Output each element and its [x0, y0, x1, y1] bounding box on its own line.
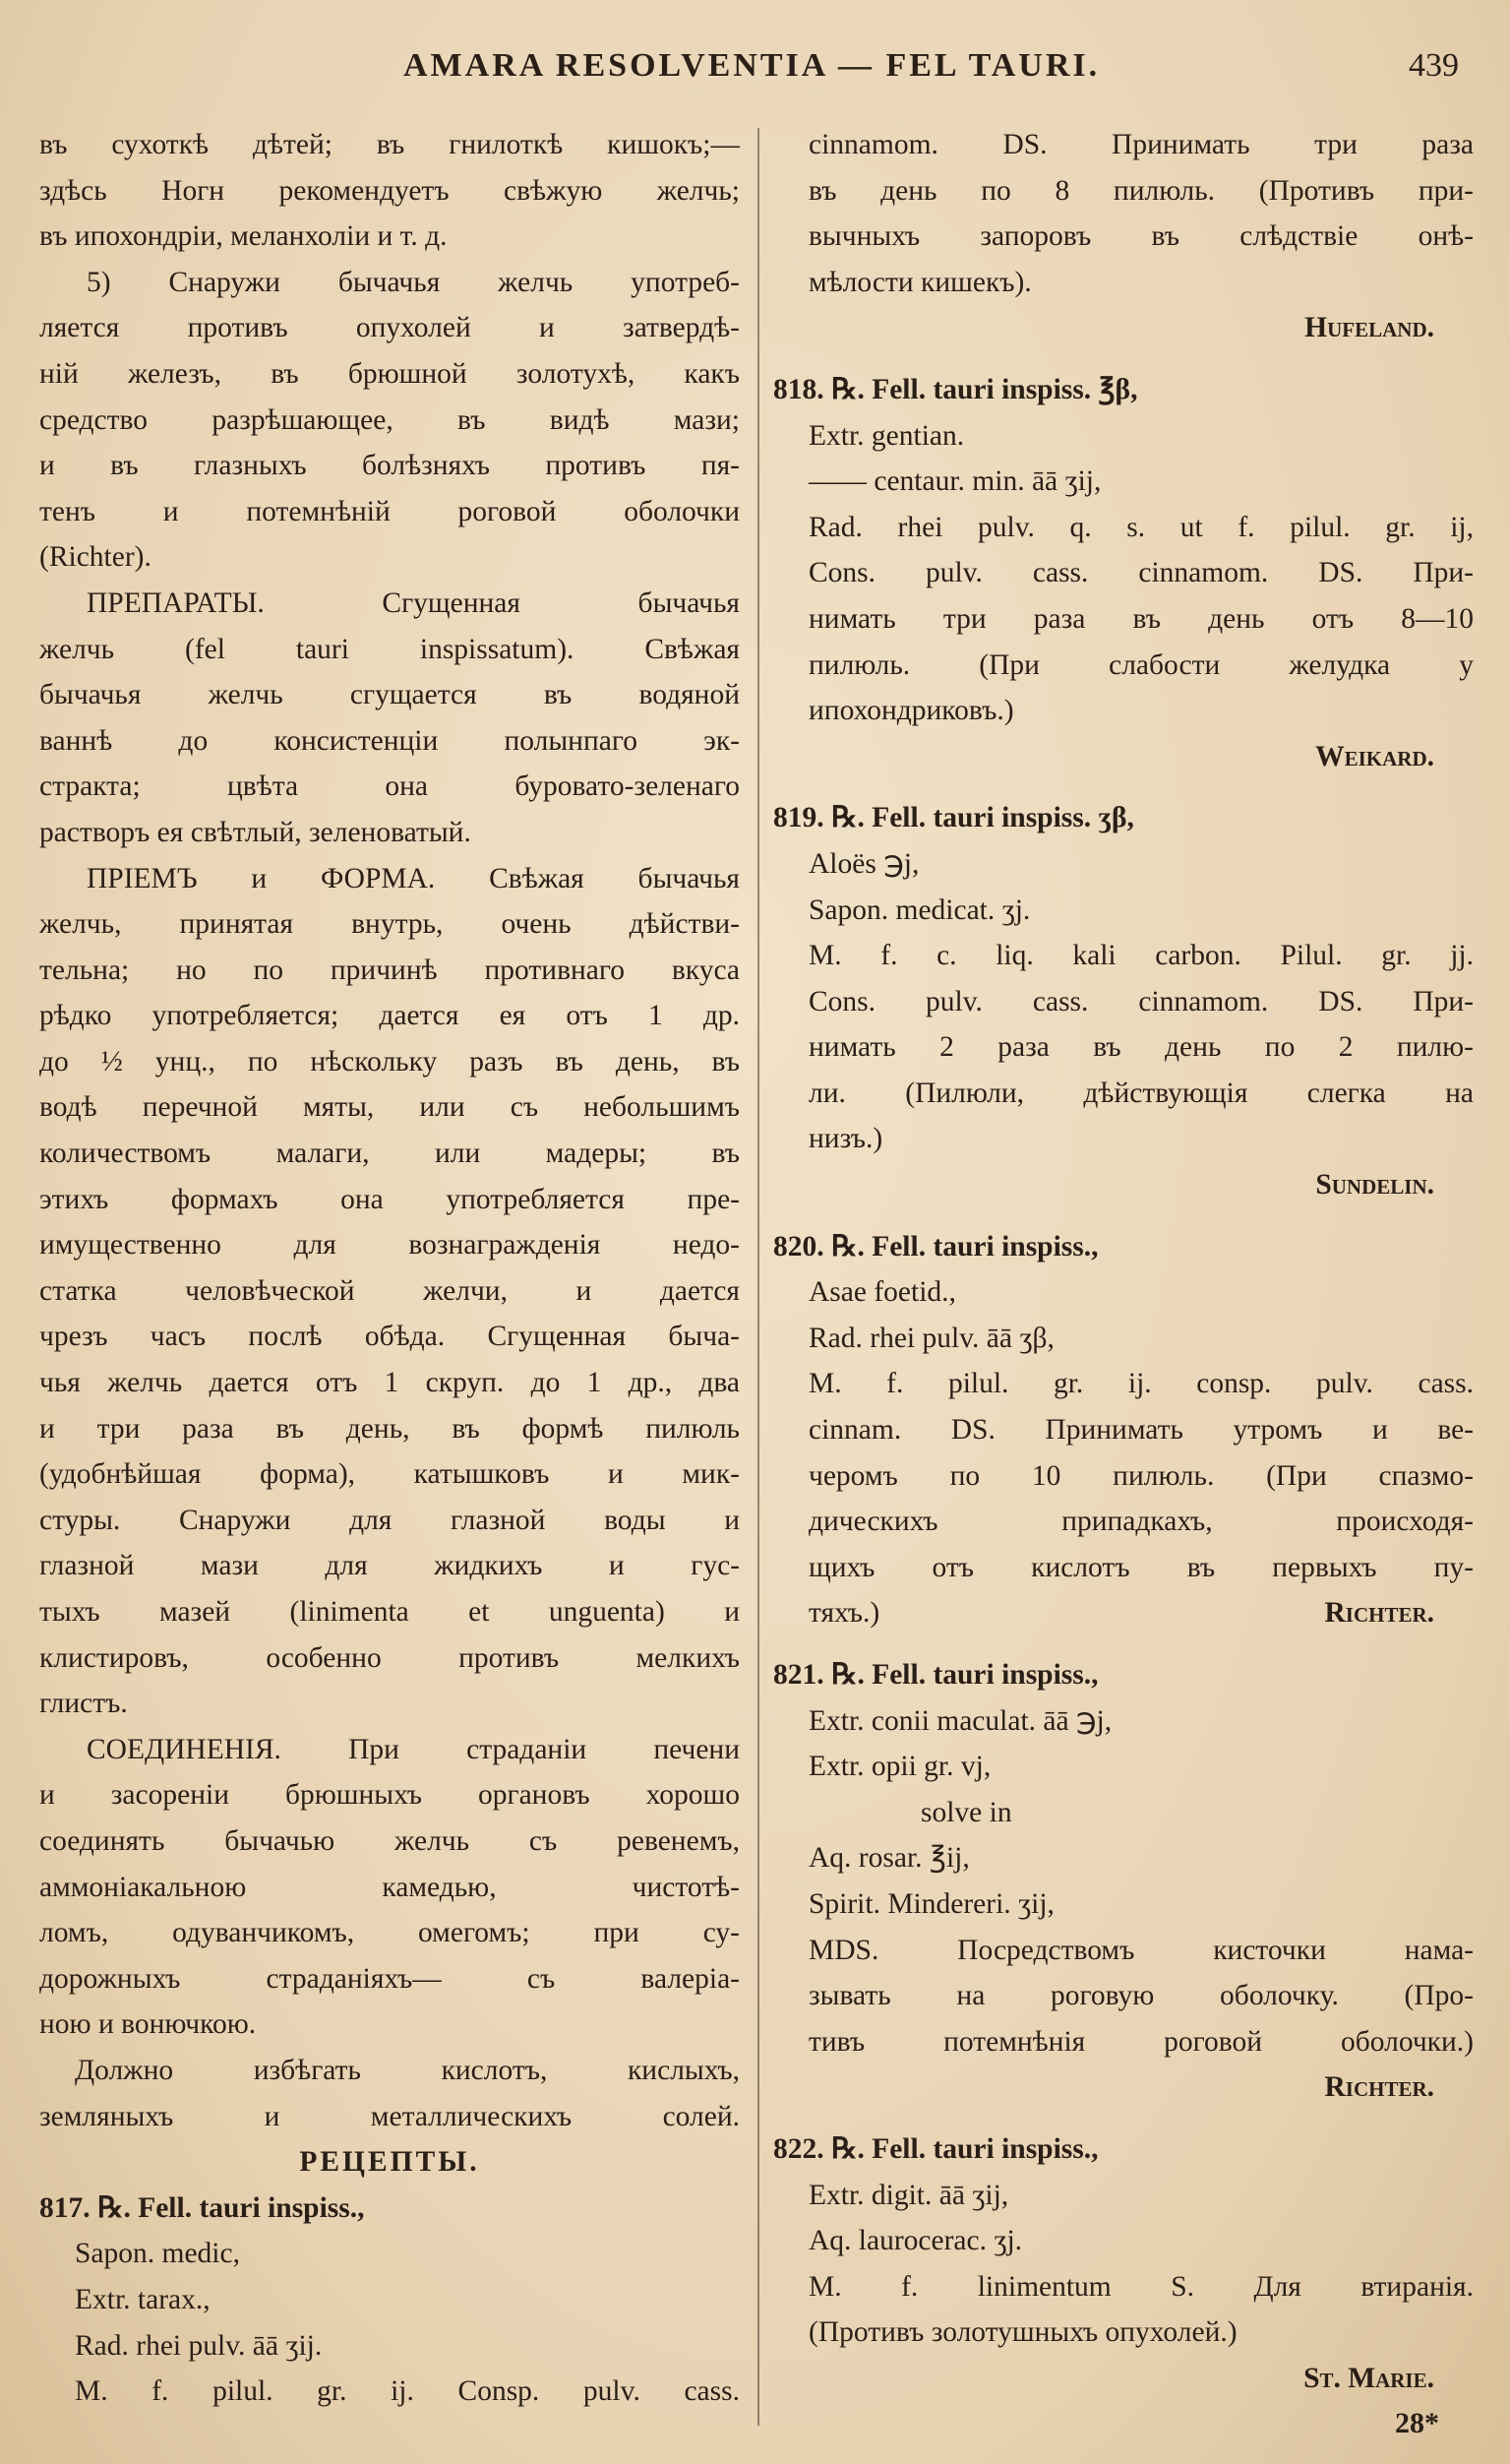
- recipe-819-heading: 819. ℞. Fell. tauri inspiss. ʒβ,: [773, 802, 1134, 834]
- text-line: черомъ по 10 пилюль. (При спазмо-: [809, 1459, 1474, 1492]
- text-line: M. f. linimentum S. Для втиранія.: [809, 2270, 1474, 2303]
- text-line: нимать 2 раза въ день по 2 пилю-: [809, 1031, 1474, 1064]
- text-line: MDS. Посредствомъ кисточки нама-: [809, 1934, 1474, 1966]
- text-line: Asae foetid.,: [809, 1276, 956, 1309]
- section-heading-dosage: ПРІЕМЪ и ФОРМА. Свѣжая бычачья: [87, 862, 740, 894]
- text-line: бычачья желчь сгущается въ водяной: [39, 679, 740, 711]
- text-line: тельна; но по причинѣ противнаго вкуса: [39, 954, 740, 986]
- recipe-820-heading: 820. ℞. Fell. tauri inspiss.,: [773, 1230, 1099, 1263]
- text-line: чья желчь дается отъ 1 скруп. до 1 др., два: [39, 1367, 740, 1399]
- text-line: ляется противъ опухолей и затвердѣ-: [39, 312, 740, 344]
- text-line: Rad. rhei pulv. āā ʒij.: [75, 2329, 323, 2362]
- text-line: пилюль. (При слабости желудка у: [809, 648, 1474, 681]
- text-line: статка человѣческой желчи, и дается: [39, 1274, 740, 1307]
- recipe-817-heading: 817. ℞. Fell. tauri inspiss.,: [39, 2191, 365, 2224]
- text-line: въ ипохондріи, меланхоліи и т. д.: [39, 220, 448, 253]
- text-line: тивъ потемнѣнія роговой оболочки.): [809, 2025, 1474, 2058]
- text-line: средство разрѣшающее, въ видѣ мази;: [39, 403, 740, 436]
- spacer: [773, 1636, 1474, 1652]
- author-signature: Richter.: [1324, 2071, 1434, 2104]
- text-line: ли. (Пилюли, дѣйствующія слегка на: [809, 1077, 1474, 1109]
- text-line: Extr. opii gr. vj,: [809, 1751, 992, 1783]
- text-line: аммоніакальною камедью, чистотѣ-: [39, 1871, 740, 1903]
- text-line: глазной мази для жидкихъ и гус-: [39, 1550, 740, 1582]
- spacer: [773, 351, 1474, 367]
- text-line: зывать на роговую оболочку. (Про-: [809, 1980, 1474, 2012]
- section-heading-preparations: ПРЕПАРАТЫ. Сгущенная бычачья: [87, 586, 740, 619]
- text-line: Extr. conii maculat. āā ℈j,: [809, 1704, 1113, 1737]
- text-line: желчь, принятая внутрь, очень дѣйстви-: [39, 908, 740, 941]
- text-line: M. f. c. liq. kali carbon. Pilul. gr. jj.: [809, 940, 1474, 972]
- text-line: здѣсь Ногн рекомендуетъ свѣжую желчь;: [39, 174, 740, 207]
- text-line: (Противъ золотушныхъ опухолей.): [809, 2316, 1238, 2349]
- text-line: соединять бычачью желчь съ ревенемъ,: [39, 1824, 740, 1857]
- text-line: мѣлости кишекъ).: [809, 266, 1032, 298]
- text-line: тенъ и потемнѣній роговой оболочки: [39, 495, 740, 527]
- text-line: Cons. pulv. cass. cinnamom. DS. При-: [809, 985, 1474, 1017]
- running-title: AMARA RESOLVENTIA — FEL TAURI.: [403, 47, 1101, 84]
- text-line: желчь (fel tauri inspissatum). Свѣжая: [39, 633, 740, 665]
- text-line: и въ глазныхъ болѣзняхъ противъ пя-: [39, 450, 740, 482]
- text-line: растворъ ея свѣтлый, зеленоватый.: [39, 816, 471, 848]
- text-line: нимать три раза въ день отъ 8—10: [809, 602, 1474, 635]
- section-heading-recipes: РЕЦЕПТЫ.: [299, 2146, 480, 2179]
- text-line: Rad. rhei pulv. āā ʒβ,: [809, 1322, 1055, 1354]
- text-line: —— centaur. min. āā ʒij,: [809, 465, 1102, 498]
- text-line: дическихъ припадкахъ, происходя-: [809, 1506, 1474, 1538]
- text-line: M. f. pilul. gr. ij. consp. pulv. cass.: [809, 1368, 1474, 1400]
- text-line: Extr. tarax.,: [75, 2283, 211, 2315]
- text-line: тыхъ мазей (linimenta et unguenta) и: [39, 1596, 740, 1628]
- text-line: до ½ унц., по нѣскольку разъ въ день, въ: [39, 1045, 740, 1078]
- text-line: имущественно для вознагражденія недо-: [39, 1229, 740, 1262]
- text-line: ною и вонючкою.: [39, 2008, 257, 2041]
- text-line: (удобнѣйшая форма), катышковъ и мик-: [39, 1458, 740, 1491]
- text-line: чрезъ часъ послѣ обѣда. Сгущенная быча-: [39, 1321, 740, 1353]
- text-line: Должно избѣгать кислотъ, кислыхъ,: [75, 2054, 740, 2086]
- text-line: этихъ формахъ она употребляется пре-: [39, 1183, 740, 1215]
- text-line: Aloës ℈j,: [809, 847, 920, 880]
- text-line: Aq. laurocerас. ʒj.: [809, 2225, 1023, 2257]
- text-line: 5) Снаружи бычачья желчь употреб-: [87, 266, 740, 298]
- page-number: 439: [1409, 47, 1459, 84]
- running-header: [0, 47, 1510, 106]
- text-line: cinnamom. DS. Принимать три раза: [809, 129, 1474, 160]
- text-line: глистъ.: [39, 1688, 128, 1720]
- text-line: Cons. pulv. cass. cinnamom. DS. При-: [809, 557, 1474, 589]
- author-signature: Richter.: [1324, 1597, 1434, 1630]
- spacer: [773, 779, 1474, 795]
- text-line: и три раза въ день, въ формѣ пилюль: [39, 1412, 740, 1445]
- recipe-821-heading: 821. ℞. Fell. tauri inspiss.,: [773, 1659, 1099, 1691]
- text-line: стуры. Снаружи для глазной воды и: [39, 1504, 740, 1536]
- text-line: въ день по 8 пилюль. (Противъ при-: [809, 174, 1474, 207]
- column-divider: [757, 128, 759, 2426]
- line-with-signature: [773, 1590, 1474, 1636]
- text-line: M. f. pilul. gr. ij. Consp. pulv. cass.: [75, 2375, 740, 2408]
- text-line: земляныхъ и металлическихъ солей.: [39, 2100, 740, 2132]
- text-line: рѣдко употребляется; дается ея отъ 1 др.: [39, 1000, 740, 1032]
- author-signature: Sundelin.: [1315, 1169, 1434, 1201]
- text-line: водѣ перечной мяты, или съ небольшимъ: [39, 1091, 740, 1124]
- text-line: ваннѣ до консистенціи полынпаго эк-: [39, 724, 740, 757]
- text-line: количествомъ малаги, или мадеры; въ: [39, 1138, 740, 1170]
- text-line: Spirit. Mindereri. ʒij,: [809, 1887, 1055, 1920]
- signature-mark: 28*: [1395, 2407, 1439, 2439]
- section-heading-combinations: СОЕДИНЕНІЯ. При страданіи печени: [87, 1733, 740, 1765]
- text-line: ній железъ, въ брюшной золотухѣ, какъ: [39, 357, 740, 390]
- text-line: и засореніи брюшныхъ органовъ хорошо: [39, 1779, 740, 1812]
- text-line: тяхъ.): [809, 1597, 880, 1630]
- recipe-818-heading: 818. ℞. Fell. tauri inspiss. ℥β,: [773, 373, 1138, 405]
- text-line: въ сухоткѣ дѣтей; въ гнилоткѣ кишокъ;—: [39, 129, 740, 160]
- text-line: дорожныхъ страданіяхъ— съ валеріа-: [39, 1962, 740, 1995]
- recipe-822-heading: 822. ℞. Fell. tauri inspiss.,: [773, 2132, 1099, 2165]
- text-line: низъ.): [809, 1123, 883, 1155]
- text-line: ипохондриковъ.): [809, 695, 1014, 727]
- text-line: Aq. rosar. ℥ij,: [809, 1842, 970, 1875]
- author-signature: St. Marie.: [1303, 2362, 1434, 2394]
- left-column: [39, 122, 740, 2415]
- text-line: Extr. digit. āā ʒij,: [809, 2179, 1009, 2211]
- spacer: [773, 2111, 1474, 2126]
- text-line: (Richter).: [39, 541, 151, 574]
- author-signature: Weikard.: [1315, 740, 1434, 772]
- text-line: вычныхъ запоровъ въ слѣдствіе онѣ-: [809, 220, 1474, 253]
- text-line: Rad. rhei pulv. q. s. ut f. pilul. gr. ij,: [809, 511, 1474, 543]
- spacer: [773, 1208, 1474, 1224]
- text-line: Sapon. medicat. ʒj.: [809, 893, 1031, 926]
- text-line: стракта; цвѣта она буровато-зеленаго: [39, 770, 740, 803]
- text-line: клистировъ, особенно противъ мелкихъ: [39, 1641, 740, 1674]
- text-line: cinnam. DS. Принимать утромъ и ве-: [809, 1414, 1474, 1447]
- right-column: [773, 122, 1474, 2402]
- text-line: solve in: [921, 1796, 1012, 1828]
- text-line: ломъ, одуванчикомъ, омегомъ; при су-: [39, 1917, 740, 1949]
- text-line: Extr. gentian.: [809, 419, 965, 452]
- author-signature: Hufeland.: [1304, 312, 1434, 344]
- text-line: щихъ отъ кислотъ въ первыхъ пу-: [809, 1551, 1474, 1583]
- text-line: Sapon. medic,: [75, 2238, 240, 2270]
